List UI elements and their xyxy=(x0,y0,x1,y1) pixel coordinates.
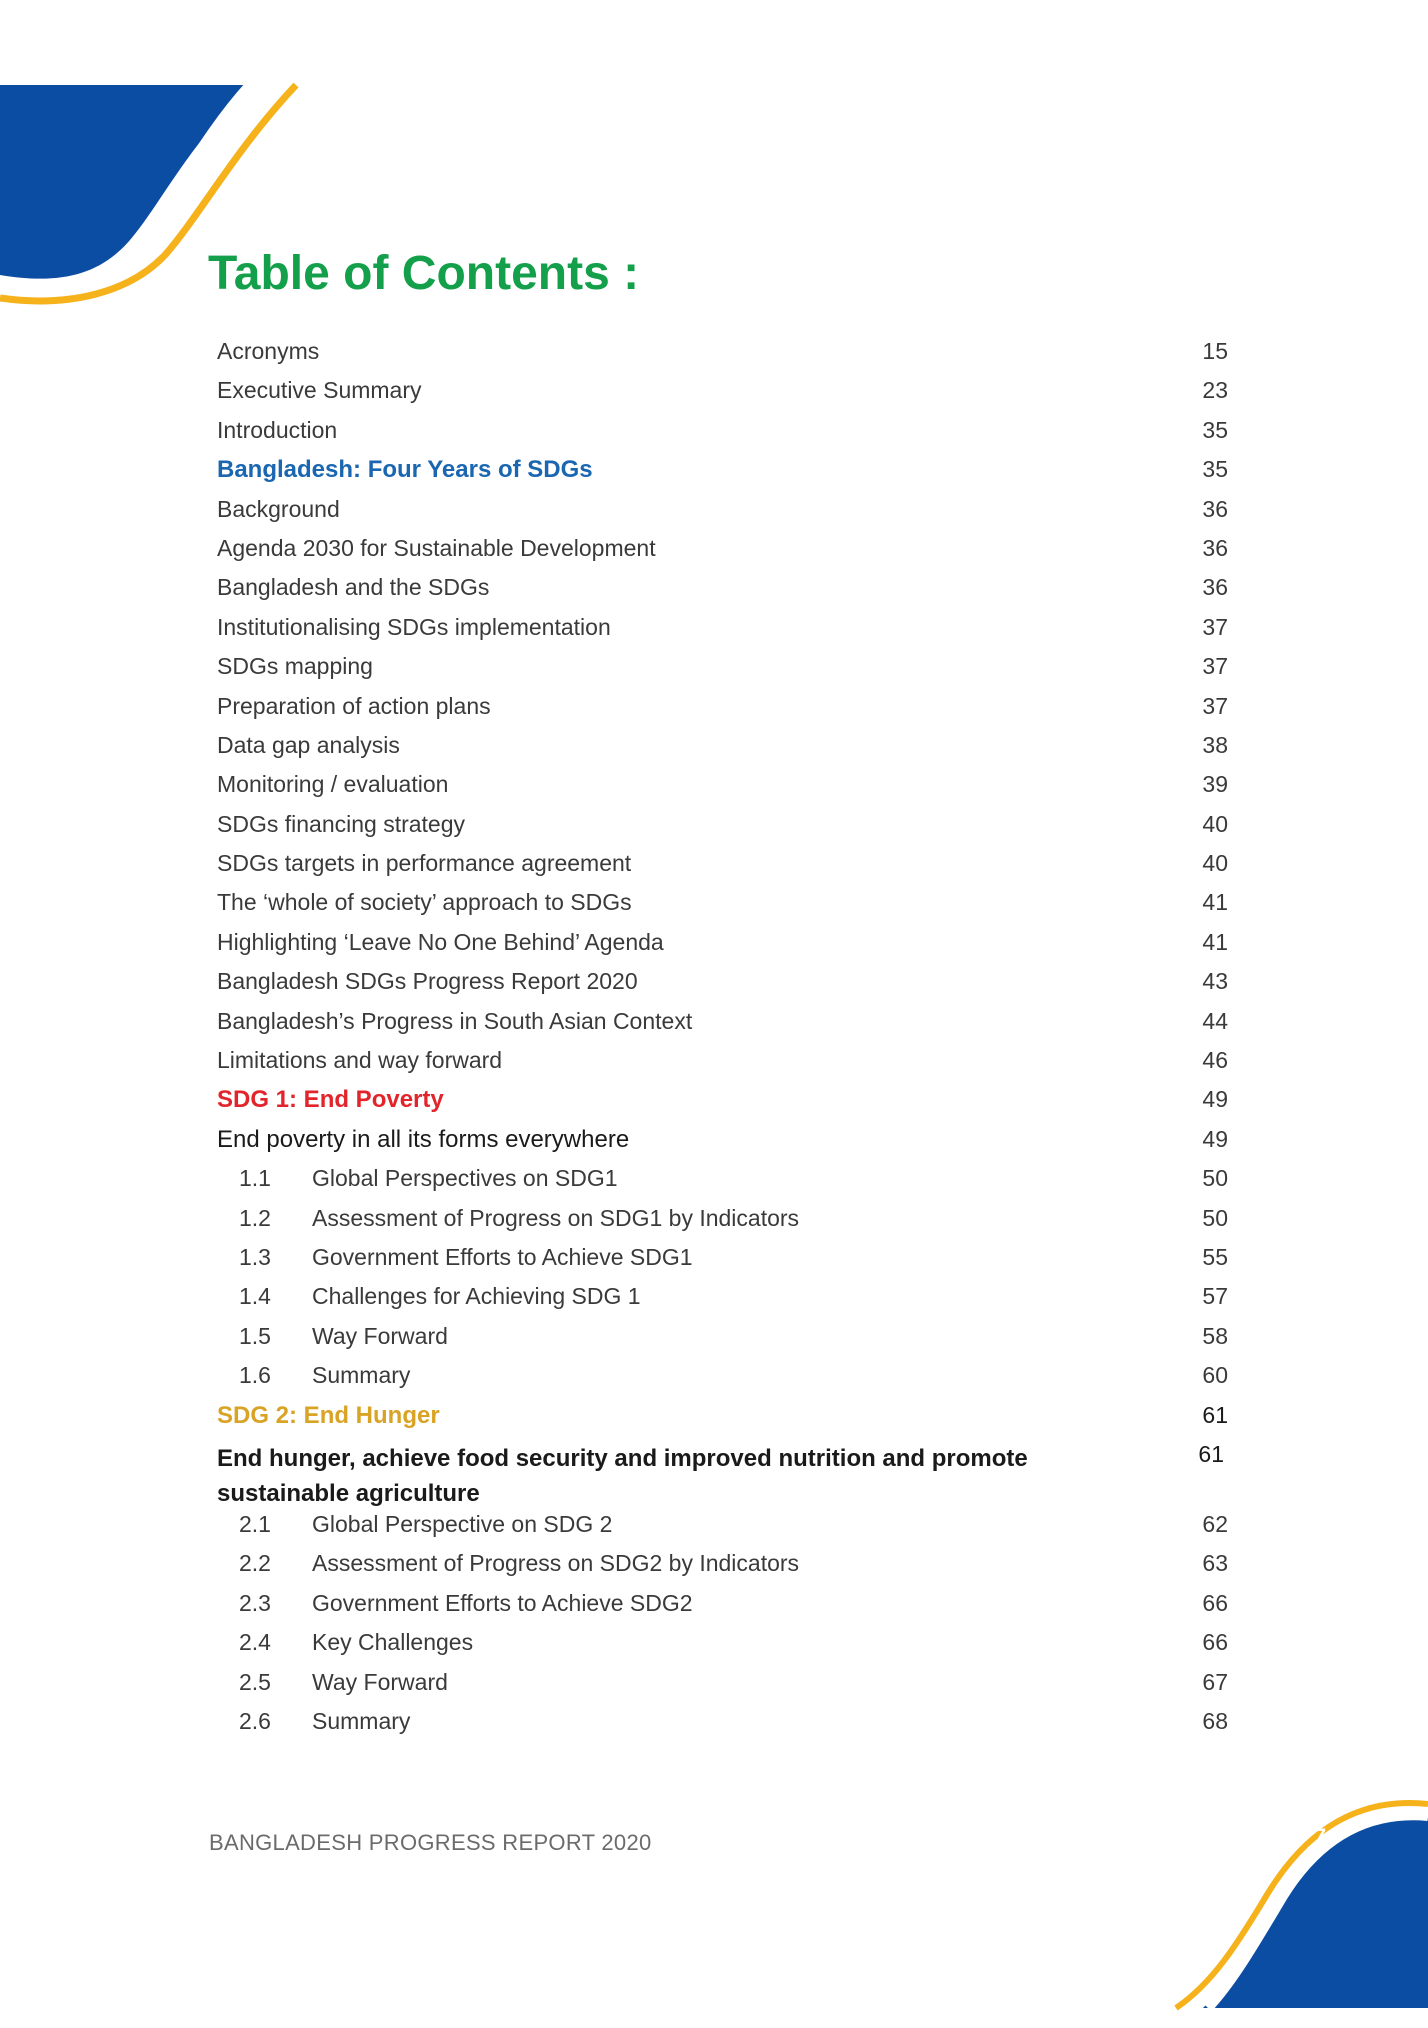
toc-entry-page: 35 xyxy=(1202,416,1228,443)
toc-entry-page: 55 xyxy=(1202,1243,1228,1270)
toc-entry-page: 41 xyxy=(1202,889,1228,916)
toc-entry-page: 61 xyxy=(1202,1401,1228,1428)
toc-entry-page: 66 xyxy=(1202,1589,1228,1616)
toc-entry-page: 36 xyxy=(1202,534,1228,561)
toc-entry-label: Assessment of Progress on SDG1 by Indicators xyxy=(312,1204,800,1231)
toc-entry-label: Data gap analysis xyxy=(217,731,400,758)
toc-entry-page: 36 xyxy=(1202,495,1228,522)
toc-entry-monitoring[interactable] xyxy=(217,771,1228,810)
toc-entry-1-4[interactable] xyxy=(217,1283,1228,1322)
toc-entry-number: 2.1 xyxy=(239,1510,271,1537)
toc-entry-number: 1.1 xyxy=(239,1165,271,1192)
toc-entry-introduction[interactable] xyxy=(217,417,1228,456)
toc-entry-background[interactable] xyxy=(217,496,1228,535)
toc-entry-label: Bangladesh SDGs Progress Report 2020 xyxy=(217,968,638,995)
toc-entry-label: Key Challenges xyxy=(312,1629,474,1656)
toc-section-label: SDG 2: End Hunger xyxy=(217,1401,440,1429)
toc-entry-label: Bangladesh and the SDGs xyxy=(217,574,490,601)
toc-entry-page: 46 xyxy=(1202,1047,1228,1074)
toc-entry-number: 1.3 xyxy=(239,1243,271,1270)
toc-entry-1-2[interactable] xyxy=(217,1205,1228,1244)
toc-entry-label: Background xyxy=(217,495,340,522)
toc-entry-bangladesh-and-sdgs[interactable] xyxy=(217,574,1228,613)
toc-entry-page: 62 xyxy=(1202,1510,1228,1537)
toc-entry-number: 1.6 xyxy=(239,1362,271,1389)
footer-report-name: BANGLADESH PROGRESS REPORT 2020 xyxy=(209,1830,652,1855)
toc-entry-page: 61 xyxy=(1198,1440,1224,1467)
toc-entry-1-6[interactable] xyxy=(217,1362,1228,1401)
toc-entry-page: 39 xyxy=(1202,771,1228,798)
toc-entry-number: 2.3 xyxy=(239,1589,271,1616)
toc-entry-sdgs-mapping[interactable] xyxy=(217,653,1228,692)
page-number: 7 xyxy=(1309,1822,1327,1858)
toc-entry-performance-agreement[interactable] xyxy=(217,850,1228,889)
toc-entry-label: Assessment of Progress on SDG2 by Indicators xyxy=(312,1550,800,1577)
toc-section-label: SDG 1: End Poverty xyxy=(217,1086,444,1114)
toc-entry-page: 68 xyxy=(1202,1707,1228,1734)
toc-entry-label: SDGs targets in performance agreement xyxy=(217,850,632,877)
toc-entry-label: Executive Summary xyxy=(217,377,422,404)
toc-entry-institutionalising[interactable] xyxy=(217,614,1228,653)
toc-entry-label: Global Perspectives on SDG1 xyxy=(312,1165,618,1192)
toc-entry-label: Monitoring / evaluation xyxy=(217,771,449,798)
toc-entry-label: SDGs financing strategy xyxy=(217,810,466,837)
toc-entry-page: 50 xyxy=(1202,1204,1228,1231)
toc-entry-label: Introduction xyxy=(217,416,338,443)
toc-entry-label: End hunger, achieve food security and improved nutrition and promote sustainable agriculture xyxy=(217,1444,1028,1507)
toc-entry-page: 37 xyxy=(1202,653,1228,680)
toc-entry-page: 50 xyxy=(1202,1165,1228,1192)
toc-entry-label: Way Forward xyxy=(312,1668,448,1695)
toc-entry-page: 44 xyxy=(1202,1007,1228,1034)
toc-section-heading-bangladesh-four-years[interactable] xyxy=(217,456,1228,495)
toc-section-heading-sdg1[interactable] xyxy=(217,1086,1228,1125)
toc-entry-page: 40 xyxy=(1202,810,1228,837)
toc-entry-label: Summary xyxy=(312,1707,411,1734)
toc-entry-page: 67 xyxy=(1202,1668,1228,1695)
toc-entry-financing[interactable] xyxy=(217,811,1228,850)
toc-entry-1-1[interactable] xyxy=(217,1165,1228,1204)
toc-entry-label: SDGs mapping xyxy=(217,653,373,680)
toc-entry-number: 1.4 xyxy=(239,1283,271,1310)
toc-entry-page: 15 xyxy=(1202,338,1228,364)
toc-entry-label: Way Forward xyxy=(312,1322,448,1349)
toc-entry-number: 2.2 xyxy=(239,1550,271,1577)
toc-entry-progress-report-2020[interactable] xyxy=(217,968,1228,1007)
toc-entry-page: 49 xyxy=(1202,1125,1228,1152)
bottom-right-decorative-swoosh xyxy=(1108,1788,1428,2028)
toc-entry-agenda-2030[interactable] xyxy=(217,535,1228,574)
toc-entry-1-3[interactable] xyxy=(217,1244,1228,1283)
toc-entry-label: Preparation of action plans xyxy=(217,692,491,719)
table-of-contents xyxy=(217,338,1228,1747)
toc-entry-label: Government Efforts to Achieve SDG2 xyxy=(312,1589,693,1616)
toc-entry-acronyms[interactable] xyxy=(217,338,1228,377)
toc-entry-page: 23 xyxy=(1202,377,1228,404)
toc-entry-2-6[interactable] xyxy=(217,1708,1228,1747)
toc-entry-executive-summary[interactable] xyxy=(217,377,1228,416)
toc-entry-label: Highlighting ‘Leave No One Behind’ Agenda xyxy=(217,928,664,955)
toc-entry-page: 43 xyxy=(1202,968,1228,995)
toc-entry-page: 60 xyxy=(1202,1362,1228,1389)
toc-entry-label: Global Perspective on SDG 2 xyxy=(312,1510,613,1537)
toc-entry-2-3[interactable] xyxy=(217,1590,1228,1629)
toc-entry-number: 2.4 xyxy=(239,1629,271,1656)
page-title: Table of Contents : xyxy=(208,247,640,300)
toc-entry-page: 37 xyxy=(1202,692,1228,719)
toc-entry-data-gap[interactable] xyxy=(217,732,1228,771)
toc-entry-page: 40 xyxy=(1202,850,1228,877)
toc-entry-label: Institutionalising SDGs implementation xyxy=(217,613,611,640)
toc-entry-page: 57 xyxy=(1202,1283,1228,1310)
toc-entry-page: 38 xyxy=(1202,731,1228,758)
toc-entry-page: 49 xyxy=(1202,1086,1228,1113)
toc-entry-leave-no-one-behind[interactable] xyxy=(217,929,1228,968)
toc-entry-page: 63 xyxy=(1202,1550,1228,1577)
toc-entry-page: 37 xyxy=(1202,613,1228,640)
toc-section-heading-sdg2[interactable] xyxy=(217,1402,1228,1441)
toc-entry-limitations[interactable] xyxy=(217,1047,1228,1086)
toc-entry-page: 41 xyxy=(1202,928,1228,955)
toc-entry-label: Agenda 2030 for Sustainable Development xyxy=(217,534,656,561)
toc-entry-page: 35 xyxy=(1202,456,1228,483)
toc-entry-label: Bangladesh’s Progress in South Asian Context xyxy=(217,1007,693,1034)
toc-entry-page: 66 xyxy=(1202,1629,1228,1656)
toc-entry-number: 1.2 xyxy=(239,1204,271,1231)
toc-entry-number: 2.5 xyxy=(239,1668,271,1695)
toc-entry-page: 58 xyxy=(1202,1322,1228,1349)
toc-section-label: Bangladesh: Four Years of SDGs xyxy=(217,456,593,484)
toc-entry-number: 1.5 xyxy=(239,1322,271,1349)
toc-entry-label: Challenges for Achieving SDG 1 xyxy=(312,1283,641,1310)
toc-entry-2-5[interactable] xyxy=(217,1669,1228,1708)
toc-entry-end-hunger-subtitle[interactable] xyxy=(217,1441,1228,1511)
toc-entry-action-plans[interactable] xyxy=(217,693,1228,732)
toc-entry-whole-of-society[interactable] xyxy=(217,889,1228,928)
toc-entry-number: 2.6 xyxy=(239,1707,271,1734)
toc-entry-label: Acronyms xyxy=(217,338,320,364)
toc-entry-1-5[interactable] xyxy=(217,1323,1228,1362)
toc-entry-south-asian-context[interactable] xyxy=(217,1008,1228,1047)
toc-entry-2-4[interactable] xyxy=(217,1629,1228,1668)
toc-entry-label: Limitations and way forward xyxy=(217,1047,503,1074)
toc-entry-2-1[interactable] xyxy=(217,1511,1228,1550)
toc-entry-label: End poverty in all its forms everywhere xyxy=(217,1125,630,1153)
toc-entry-label: Summary xyxy=(312,1362,411,1389)
toc-entry-2-2[interactable] xyxy=(217,1550,1228,1589)
toc-entry-label: The ‘whole of society’ approach to SDGs xyxy=(217,889,632,916)
toc-entry-label: Government Efforts to Achieve SDG1 xyxy=(312,1243,693,1270)
toc-entry-page: 36 xyxy=(1202,574,1228,601)
toc-entry-end-poverty-subtitle[interactable] xyxy=(217,1126,1228,1165)
